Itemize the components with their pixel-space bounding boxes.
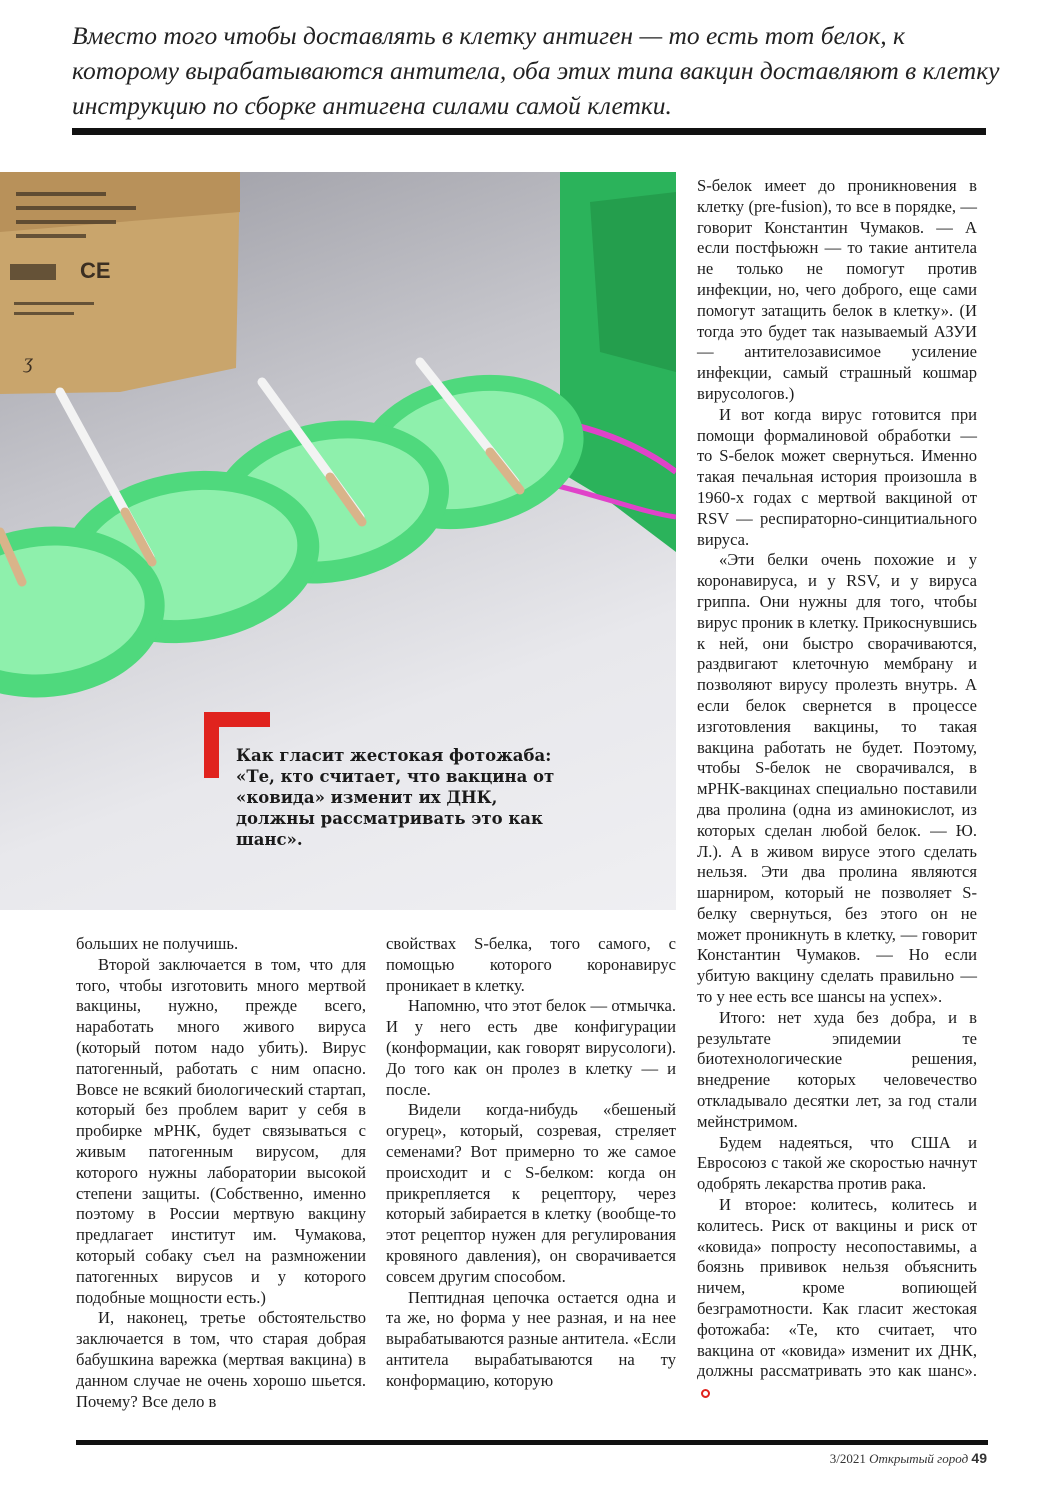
final-paragraph-text: И второе: колитесь, колитесь и колитесь. Риск от вакцины и риск от «ковида» попросту несопоставимы, а боязнь прививок нельзя объяснить ничем, кроме вопиющей безграмотности. Как гласит жестокая фотожаба: «Те, кто считает, что вакцина от «ковида» изменит их ДНК, должны рассматривать это как шанс». xyxy=(697,1195,977,1381)
page-number: 49 xyxy=(971,1450,987,1466)
page-footer xyxy=(830,1450,987,1467)
text-column-1 xyxy=(76,934,366,1412)
paragraph: И, наконец, третье обстоятельство заключается в том, что старая добрая бабушкина варежка (мертвая вакцина) в данном случае не очень хорошо шьется. Почему? Все дело в xyxy=(76,1308,366,1411)
issue-number: 3/2021 xyxy=(829,1451,866,1466)
paragraph: Второй заключается в том, что для того, чтобы изготовить много мертвой вакцины, нужно, прежде всего, наработать много живого вируса (который потом надо убить). Вирус патогенный, работать с ним опасно. Вовсе не всякий биологический стартап, который без проблем варит у себя в пробирке мРНК, будет связываться с живым патогенным вирусом, для которого нужны лаборатории высокой степени защиты. (Собственно, именно поэтому в России мертвую вакцину предлагает институт им. Чумакова, который собаку съел на размножении патогенных вирусов и у которого подобные мощности есть.) xyxy=(76,954,366,1307)
final-paragraph xyxy=(697,1195,977,1403)
paragraph: И вот когда вирус готовится при помощи формалиновой обработки — то S-белок может свернуться. Именно такая печальная история произошла в 1960-х годах с мертвой вакциной от RSV — респираторно-синцитиального вируса. xyxy=(697,404,977,549)
kidney-trays xyxy=(0,355,598,709)
paragraph: Будем надеяться, что США и Евросоюз с такой же скоростью начнут одобрять лекарства против рака. xyxy=(697,1132,977,1194)
footer-rule xyxy=(76,1440,988,1445)
paragraph: Видели когда-нибудь «бешеный огурец», который, созревая, стреляет семенами? Вот примерно то же самое происходит и с S-белком: когда он прикрепляется к рецептору, через который забирается в клетку (вообще-то этот рецептор нужен для регулирования кровяного давления), он сворачивается совсем другим способом. xyxy=(386,1100,676,1286)
magazine-name: Открытый город xyxy=(869,1451,969,1466)
ce-mark: CE xyxy=(80,258,111,283)
text-column-3 xyxy=(697,176,977,1403)
pull-quote: Как гласит жестокая фотожаба: «Те, кто считает, что вакцина от «ковида» изменит их ДНК, должны рассматривать это как шанс». xyxy=(236,746,555,849)
paragraph: больших не получишь. xyxy=(76,934,239,953)
end-mark-icon xyxy=(701,1389,710,1398)
paragraph: S-белок имеет до проникновения в клетку (pre-fusion), то все в порядке, — говорит Константин Чумаков. — А если постфьюжн — то такие антитела не только не помогут против инфекции, но, чего доброго, еще сами помогут затащить белок в клетку». (И тогда это будет так называемый АЗУИ — антителозависимое усиление инфекции, самый страшный кошмар вирусологов.) xyxy=(697,176,977,403)
lead-paragraph: Вместо того чтобы доставлять в клетку антиген — то есть тот белок, к которому вырабатываются антитела, оба этих типа вакцин доставляют в клетку инструкцию по сборке антигена силами самой клетки. xyxy=(72,21,1000,120)
paragraph: свойствах S-белка, того самого, с помощью которого коронавирус проникает в клетку. xyxy=(386,934,676,995)
text-column-2 xyxy=(386,934,676,1392)
paragraph: Пептидная цепочка остается одна и та же, но форма у нее разная, и на нее вырабатываются разные антитела. «Если антитела вырабатываются на ту конформацию, которую xyxy=(386,1287,676,1390)
brand-mark: ʒ xyxy=(24,351,33,373)
paragraph: «Эти белки очень похожие и у коронавируса, и у RSV, и у вируса гриппа. Они нужны для того, чтобы вирус проник в клетку. Прикоснувшись к ней, они быстро сворачиваются, раздвигают клеточную мембрану и позволяют вирусу пролезть внутрь. А если белок свернется в процессе изготовления вакцины, то такая вакцина работать не будет. Поэтому, чтобы S-белок не сворачивался, в мРНК-вакцинах специально поставили два пролина (одна из аминокислот, из которых сделан любой белок. — Ю. Л.). А в живом вирусе этого сделать нельзя. Эти два пролина являются шарниром, который не позволяет S-белку свернуться, без этого он не может проникнуть в клетку, — говорит Константин Чумаков. — Но если убитую вакцину сделать правильно — то у нее есть все шансы на успех». xyxy=(697,550,977,1007)
paragraph: Итого: нет худа без добра, и в результате эпидемии те биотехнологические решения, внедрение которых человечество откладывало десятки лет, за год стали мейнстримом. xyxy=(697,1007,977,1131)
lead-rule xyxy=(72,128,986,135)
paragraph: Напомню, что этот белок — отмычка. И у него есть две конфигурации (конформации, как говорят вирусологи). До того как он пролез в клетку — и после. xyxy=(386,996,676,1099)
